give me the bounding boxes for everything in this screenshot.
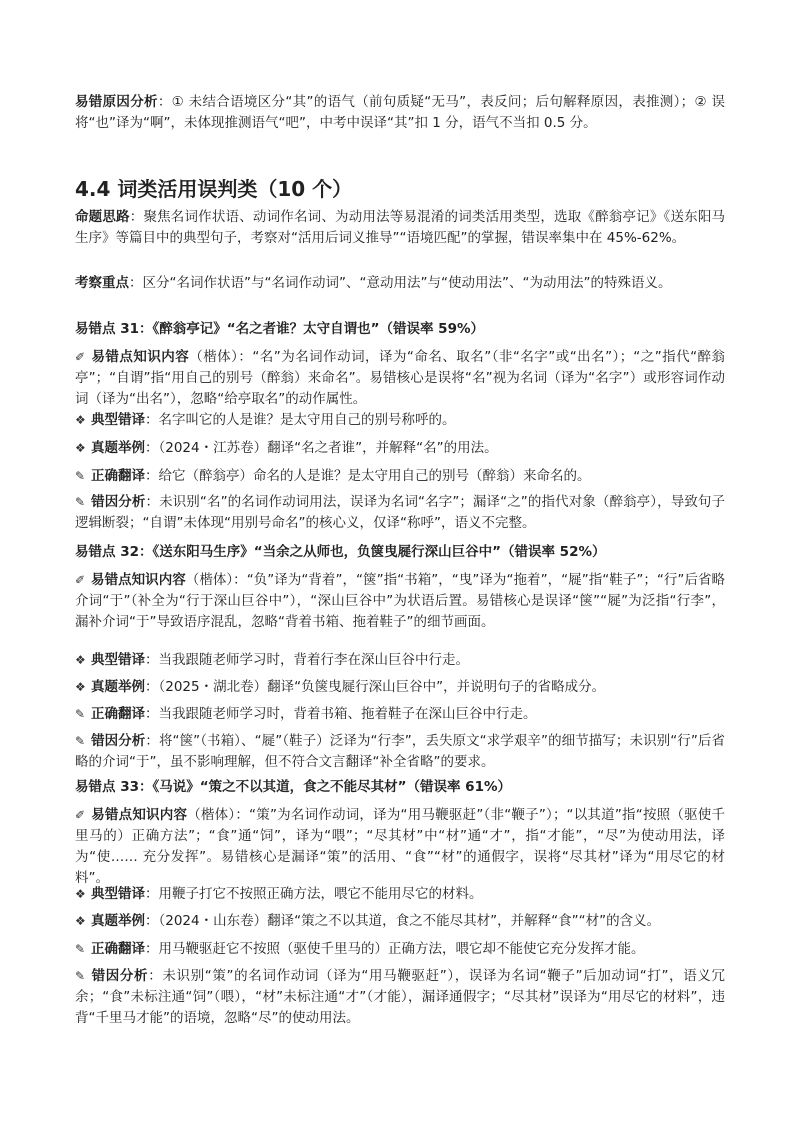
diamond-bullet-icon: ❖ <box>75 413 86 427</box>
typical-error: ❖ 典型错译：当我跟随老师学习时，背着行李在深山巨谷中行走。 <box>75 650 725 671</box>
intro-paragraph: 易错原因分析：① 未结合语境区分“其”的语气（前句质疑“无马”，表反问；后句解释原因，表推测）；② 误将“也”译为“啊”，未体现推测语气“吧”，中考中误译“其”扣 1 分，语气不当扣 0.5 分。 <box>75 94 726 131</box>
diamond-bullet-icon: ❖ <box>75 653 86 667</box>
section-title: 4.4 词类活用误判类（10 个） <box>75 177 353 201</box>
item-heading: 易错点 33：《马说》“策之不以其道，食之不能尽其材”（错误率 61%） <box>75 779 511 795</box>
intro-text: ① 未结合语境区分“其”的语气（前句质疑“无马”，表反问；后句解释原因，表推测）；② 误将“也”译为“啊”，未体现推测语气“吧”，中考中误译“其”扣 1 分，语气不当扣 0.5 分。 <box>75 94 726 131</box>
pencil-icon: ✐ <box>75 573 86 587</box>
focus-text: 区分“名词作状语”与“名词作动词”、“意动用法”与“使动用法”、“为动用法”的特殊语义。 <box>142 275 672 291</box>
intro-label: 易错原因分析 <box>75 94 158 110</box>
diamond-bullet-icon: ❖ <box>75 887 86 901</box>
focus-label: 考察重点 <box>75 275 129 291</box>
pencil-icon: ✐ <box>75 350 86 364</box>
error-reason: ✎ 错因分析：未识别“策”的名词作动词（译为“用马鞭驱赶”），误译为名词“鞭子”后加动词“打”，语义冗余；“食”未标注通“饲”（喂），“材”未标注通“才”（才能），漏译通假字；“尽其材”误译为“用尽它的材料”，违背“千里马才能”的语境，忽略“尽”的使动用法。 <box>75 968 726 1026</box>
diamond-bullet-icon: ❖ <box>75 441 86 455</box>
item-heading: 易错点 31：《醉翁亭记》“名之者谁？太守自谓也”（错误率 59%） <box>75 321 484 337</box>
typical-error: ❖ 典型错译：用鞭子打它不按照正确方法，喂它不能用尽它的材料。 <box>75 884 725 905</box>
knowledge-paragraph: ✐ 易错点知识内容（楷体）：“负”译为“背着”，“箧”指“书箱”，“曳”译为“拖着”，“屣”指“鞋子”；“行”后省略介词“于”（补全为“行于深山巨谷中”），“深山巨谷中”为状语后置。易错核心是误译“箧”“屣”为泛指“行李”，漏补介词“于”导致语序混乱，忽略“背着书箱、拖着鞋子”的细节画面。 <box>75 572 726 630</box>
correct-translation: ✎ 正确翻译：给它（醉翁亭）命名的人是谁？是太守用自己的别号（醉翁）来命名的。 <box>75 466 725 487</box>
pen-icon: ✎ <box>75 942 86 956</box>
section-focus: 考察重点：区分“名词作状语”与“名词作动词”、“意动用法”与“使动用法”、“为动用法”的特殊语义。 <box>75 275 672 291</box>
error-reason: ✎ 错因分析：未识别“名”的名词作动词用法，误译为名词“名字”；漏译“之”的指代对象（醉翁亭），导致句子逻辑断裂；“自谓”未体现“用别号命名”的核心义，仅译“称呼”，语义不完整。 <box>75 494 726 531</box>
typical-error: ❖ 典型错译：名字叫它的人是谁？是太守用自己的别号称呼的。 <box>75 410 725 431</box>
idea-label: 命题思路 <box>75 209 130 225</box>
exam-example: ❖ 真题举例：（2025・湖北卷）翻译“负箧曳屣行深山巨谷中”，并说明句子的省略成分。 <box>75 677 725 698</box>
correct-translation: ✎ 正确翻译：用马鞭驱赶它不按照（驱使千里马的）正确方法，喂它却不能使它充分发挥才能。 <box>75 939 725 960</box>
knowledge-paragraph: ✐ 易错点知识内容（楷体）：“名”为名词作动词，译为“命名、取名”（非“名字”或“出名”）；“之”指代“醉翁亭”；“自谓”指“用自己的别号（醉翁）来命名”。易错核心是误将“名”视为名词（译为“名字”）或形容词作动词（译为“出名”），忽略“给亭取名”的动作属性。 <box>75 349 726 407</box>
idea-text: 聚焦名词作状语、动词作名词、为动用法等易混淆的词类活用类型，选取《醉翁亭记》《送东阳马生序》等篇目中的典型句子，考察对“活用后词义推导”“语境匹配”的掌握，错误率集中在 45%-62%。 <box>75 209 726 246</box>
exam-example: ❖ 真题举例：（2024・江苏卷）翻译“名之者谁”，并解释“名”的用法。 <box>75 438 725 459</box>
diamond-bullet-icon: ❖ <box>75 680 86 694</box>
item-heading: 易错点 32：《送东阳马生序》“当余之从师也，负箧曳屣行深山巨谷中”（错误率 52%） <box>75 544 606 560</box>
pen-icon: ✎ <box>75 734 86 748</box>
pen-icon: ✎ <box>75 707 86 721</box>
exam-example: ❖ 真题举例：（2024・山东卷）翻译“策之不以其道，食之不能尽其材”，并解释“食”“材”的含义。 <box>75 911 725 932</box>
knowledge-paragraph: ✐ 易错点知识内容（楷体）：“策”为名词作动词，译为“用马鞭驱赶”（非“鞭子”）；“以其道”指“按照（驱使千里马的）正确方法”；“食”通“饲”，译为“喂”；“尽其材”中“材”通“才”，指“才能”，“尽”为使动用法，译为“使…… 充分发挥”。易错核心是漏译“策”的活用、“食”“材”的通假字，误将“尽其材”译为“用尽它的材料”。 <box>75 807 726 886</box>
error-reason: ✎ 错因分析：将“箧”（书箱）、“屣”（鞋子）泛译为“行李”，丢失原文“求学艰辛”的细节描写；未识别“行”后省略的介词“于”，虽不影响理解，但不符合文言翻译“补全省略”的要求。 <box>75 733 725 770</box>
diamond-bullet-icon: ❖ <box>75 914 86 928</box>
correct-translation: ✎ 正确翻译：当我跟随老师学习时，背着书箱、拖着鞋子在深山巨谷中行走。 <box>75 704 725 725</box>
pen-icon: ✎ <box>75 495 86 509</box>
pencil-icon: ✐ <box>75 808 86 822</box>
pen-icon: ✎ <box>75 969 86 983</box>
section-idea: 命题思路：聚焦名词作状语、动词作名词、为动用法等易混淆的词类活用类型，选取《醉翁亭记》《送东阳马生序》等篇目中的典型句子，考察对“活用后词义推导”“语境匹配”的掌握，错误率集中在 45%-62%。 <box>75 209 726 246</box>
pen-icon: ✎ <box>75 469 86 483</box>
